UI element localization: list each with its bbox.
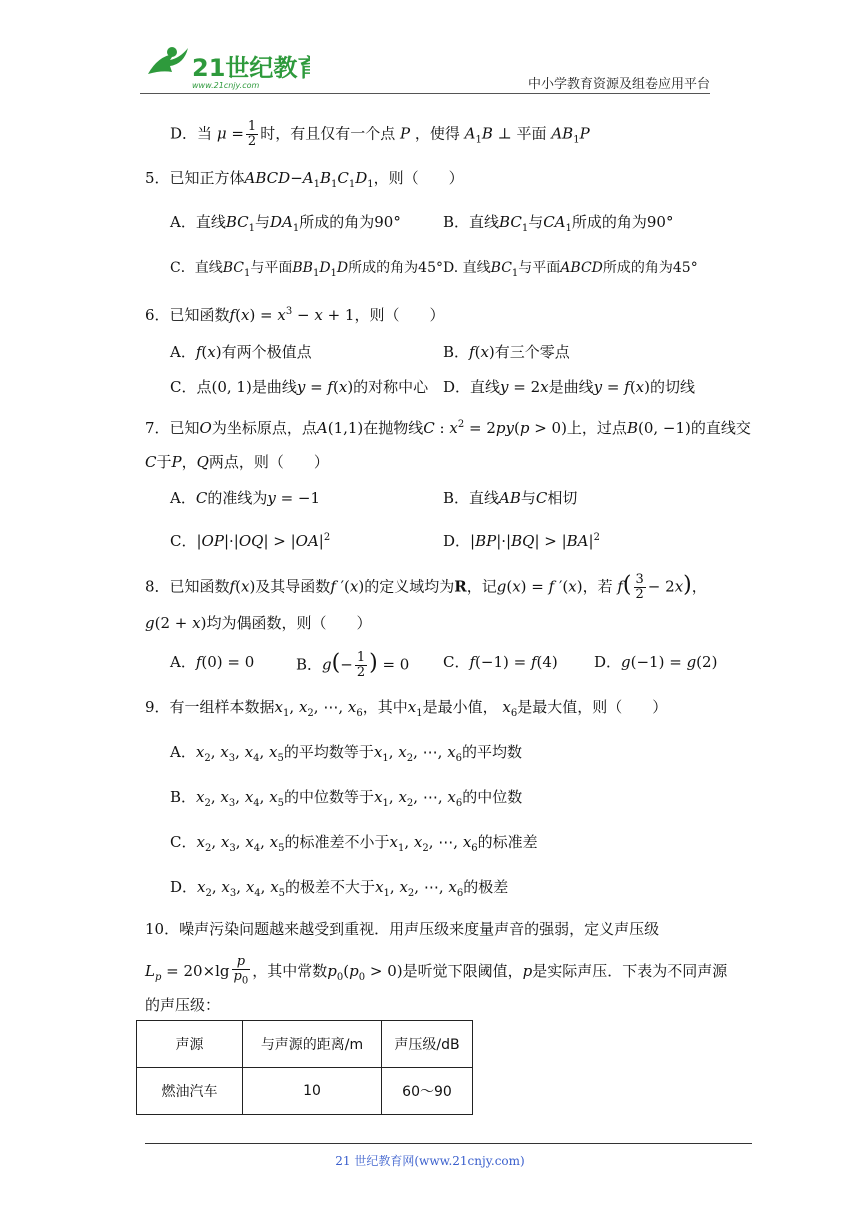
q9-option-d: D．$x_2$, $x_3$, $x_4$, $x_5$的极差不大于$x_1$, $x_2$, ⋯, $x_6$的极差 <box>170 878 509 899</box>
q10-stem-line3: 的声压级： <box>145 996 221 1014</box>
q9-option-c: C．$x_2$, $x_3$, $x_4$, $x_5$的标准差不小于$x_1$, $x_2$, ⋯, $x_6$的标准差 <box>170 833 538 854</box>
table-cell: 60～90 <box>382 1068 473 1115</box>
q8-option-d: D．g(−1) = g(2) <box>594 653 718 671</box>
q9-option-b: B．$x_2$, $x_3$, $x_4$, $x_5$的中位数等于$x_1$, $x_2$, ⋯, $x_6$的中位数 <box>170 788 523 809</box>
q6-option-c: C．点(0, 1)是曲线y = f(x)的对称中心 <box>170 378 429 396</box>
q7-stem: 7．已知O为坐标原点，点A(1,1)在抛物线C : $x^2 = 2py(p > 0)$上，过点B(0, −1)的直线交 <box>145 419 751 437</box>
logo-text: 21世纪教育 <box>192 54 310 82</box>
q6-option-d: D．直线y = 2x是曲线y = f(x)的切线 <box>443 378 696 396</box>
q6-option-b: B．f(x)有三个零点 <box>443 343 570 361</box>
table-cell: 燃油汽车 <box>137 1068 243 1115</box>
footer-link[interactable]: 21 世纪教育网(www.21cnjy.com) <box>335 1154 525 1168</box>
q8-option-c: C．f(−1) = f(4) <box>443 653 558 671</box>
q5-option-c: C．直线$BC_1$与平面$BB_1D_1D$所成的角为45° <box>170 260 443 279</box>
sound-source-table <box>136 1020 473 1115</box>
q10-stem-line2: $L_p = 20\times\lg$ $\frac{p}{p_0}$ ，其中常数$p_0(p_0 > 0)$是听觉下限阈值，p是实际声压．下表为不同声源 <box>145 954 728 987</box>
table-header-cell: 声源 <box>137 1021 243 1068</box>
platform-name: 中小学教育资源及组卷应用平台 <box>527 77 710 92</box>
q8-option-b: B．g(− $\frac{1}{2}$ ) = 0 <box>296 650 410 680</box>
table-row <box>137 1068 473 1115</box>
logo-url: www.21cnjy.com <box>192 81 260 90</box>
q8-stem: 8．已知函数f(x)及其导函数f ′(x)的定义域均为R，记g(x) = f ′(x)，若 f( $\frac{3}{2}$ − 2x)， <box>145 572 707 602</box>
q8-option-a: A．f(0) = 0 <box>170 653 255 671</box>
table-header-cell: 与声源的距离/m <box>243 1021 382 1068</box>
footer-divider <box>145 1143 752 1144</box>
q6-option-a: A．f(x)有两个极值点 <box>170 343 312 361</box>
q5-option-d: D. 直线$BC_1$与平面ABCD所成的角为45° <box>443 260 698 279</box>
q5-option-b: B．直线$BC_1$与$CA_1$所成的角为90° <box>443 213 674 234</box>
q10-stem: 10．噪声污染问题越来越受到重视．用声压级来度量声音的强弱，定义声压级 <box>145 920 660 938</box>
q5-option-a: A．直线$BC_1$与$DA_1$所成的角为90° <box>170 213 401 234</box>
q7-option-a: A．C的准线为y = −1 <box>170 489 321 507</box>
q9-option-a: A．$x_2$, $x_3$, $x_4$, $x_5$的平均数等于$x_1$, $x_2$, ⋯, $x_6$的平均数 <box>170 743 523 764</box>
table-cell: 10 <box>243 1068 382 1115</box>
q9-stem: 9．有一组样本数据$x_1$, $x_2$, ⋯, $x_6$，其中$x_1$是最小值， $x_6$是最大值，则（ ） <box>145 698 668 719</box>
table-header-row <box>137 1021 473 1068</box>
q6-stem: 6．已知函数$f(x) = x^3 - x + 1$，则（ ） <box>145 306 445 324</box>
q7-stem-line2: C于P，Q两点，则（ ） <box>145 453 329 471</box>
q5-stem: 5．已知正方体$ABCD-A_1B_1C_1D_1$，则（ ） <box>145 169 464 190</box>
header-divider <box>140 93 710 94</box>
q8-stem-line2: g(2 + x)均为偶函数，则（ ） <box>145 614 372 632</box>
q7-option-c: C．$|OP|\cdot|OQ| > |OA|^2$ <box>170 532 331 550</box>
q7-option-b: B．直线AB与C相切 <box>443 489 578 507</box>
site-logo <box>140 44 310 94</box>
q7-option-d: D．$|BP|\cdot|BQ| > |BA|^2$ <box>443 532 600 550</box>
table-header-cell: 声压级/dB <box>382 1021 473 1068</box>
q4-option-d: D．当 μ = $\frac{1}{2}$ 时，有且仅有一个点 P ，使得 $A_1B$ ⊥ 平面 $AB_1P$ <box>170 119 590 149</box>
